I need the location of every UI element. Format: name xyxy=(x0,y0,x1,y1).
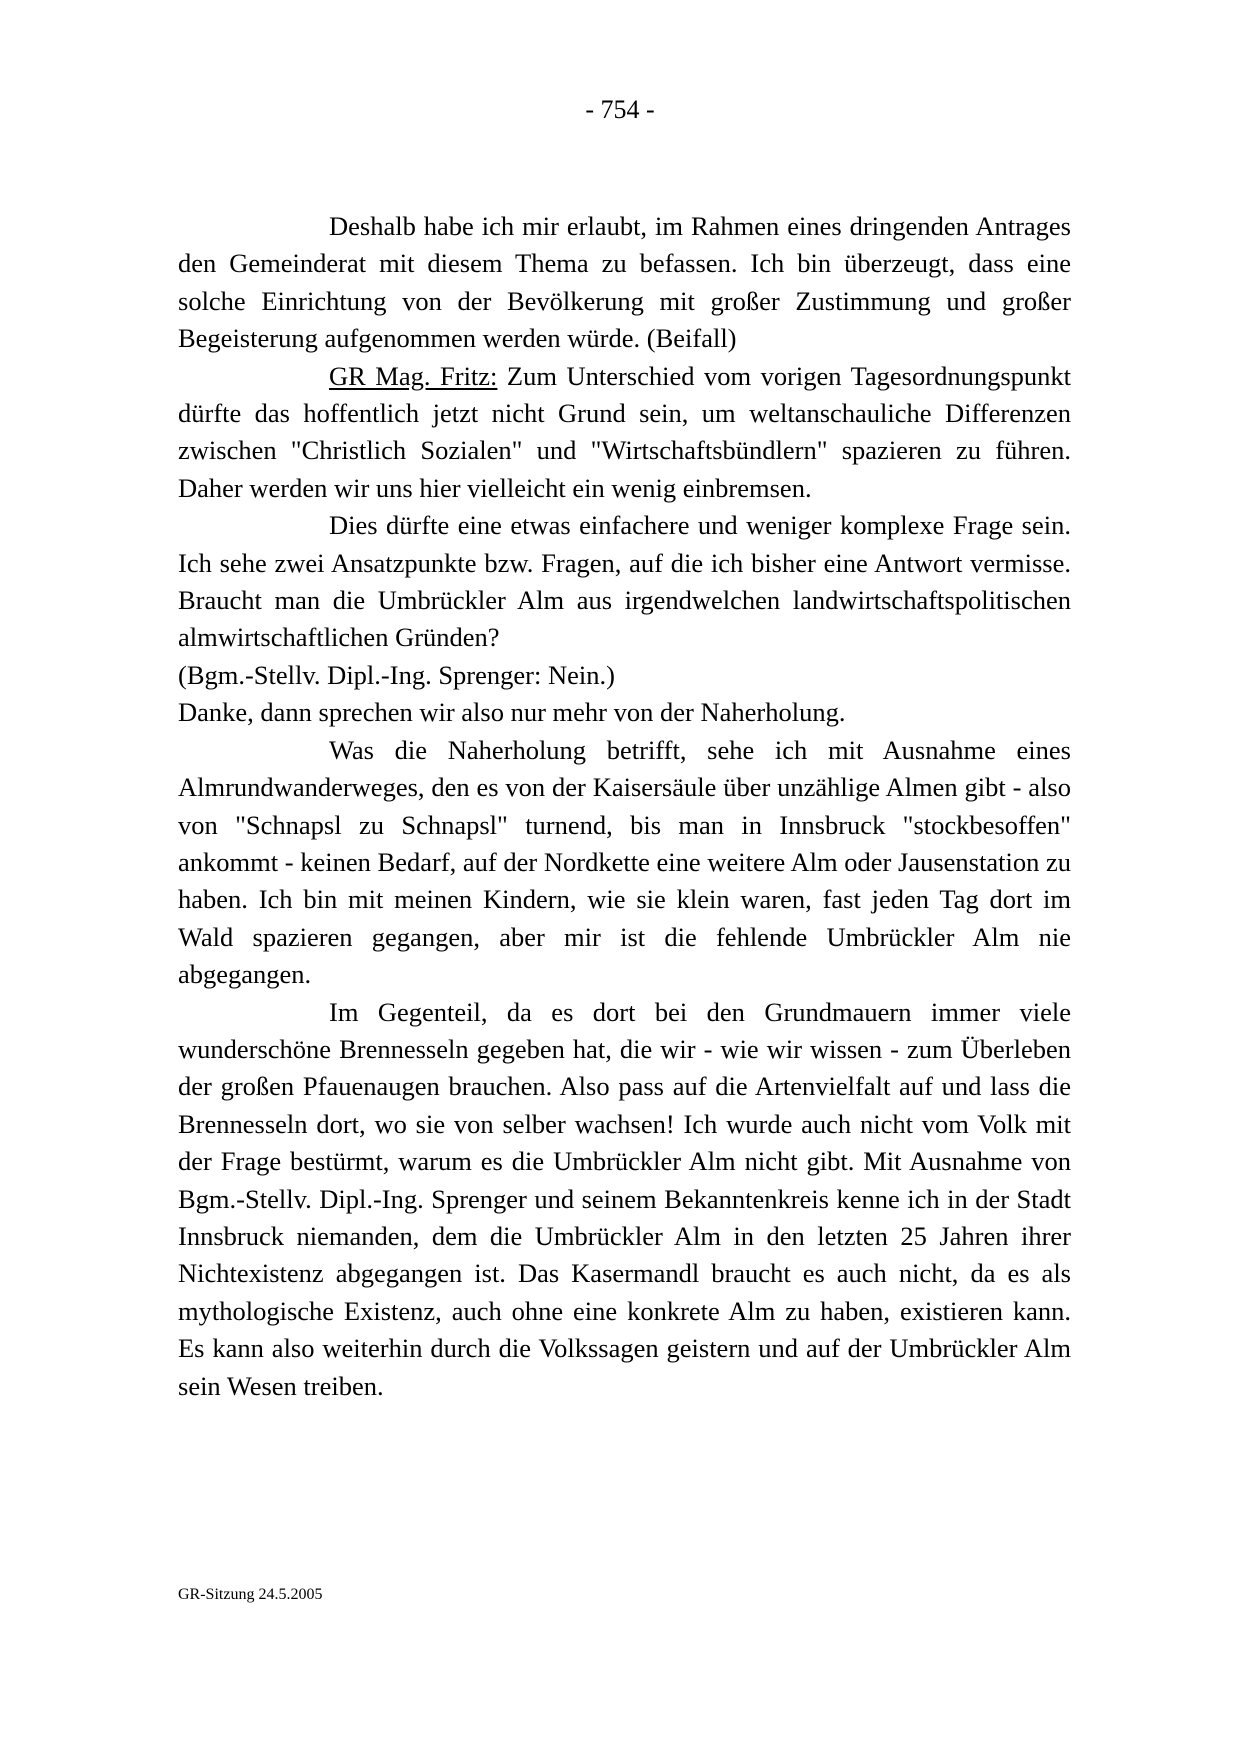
footer-session-date: GR-Sitzung 24.5.2005 xyxy=(178,1586,323,1603)
paragraph-text: Deshalb habe ich mir erlaubt, im Rahmen eines dringenden Antrages den Gemeinderat mit diesem Thema zu befassen. Ich bin überzeugt, dass eine solche Einrichtung von der Bevölkerung mit großer Zustimmung und großer Begeisterung aufgenommen werden würde. (Beifall) xyxy=(178,211,1071,354)
paragraph xyxy=(178,694,1071,731)
paragraph-text: Was die Naherholung betrifft, sehe ich mit Ausnahme eines Almrundwanderweges, den es von der Kaisersäule über unzählige Almen gibt - also von "Schnapsl zu Schnapsl" turnend, bis man in Innsbruck "stockbesoffen" ankommt - keinen Bedarf, auf der Nordkette eine weitere Alm oder Jausenstation zu haben. Ich bin mit meinen Kindern, wie sie klein waren, fast jeden Tag dort im Wald spazieren gegangen, aber mir ist die fehlende Umbrückler Alm nie abgegangen. xyxy=(178,734,1071,990)
page-number: - 754 - xyxy=(585,95,655,124)
paragraph-text: Zum Unterschied vom vorigen Tagesordnungspunkt dürfte das hoffentlich jetzt nicht Grund sein, um weltanschauliche Differenzen zwischen "Christlich Sozialen" und "Wirtschaftsbündlern" spazieren zu führen. Daher werden wir uns hier vielleicht ein wenig einbremsen. xyxy=(178,360,1071,503)
interjection xyxy=(178,657,1071,694)
body-text xyxy=(178,208,1071,1405)
paragraph-text: Im Gegenteil, da es dort bei den Grundmauern immer viele wunderschöne Brennesseln gegeben hat, die wir - wie wir wissen - zum Überleben der großen Pfauenaugen brauchen. Also pass auf die Artenvielfalt auf und lass die Brennesseln dort, wo sie von selber wachsen! Ich wurde auch nicht vom Volk mit der Frage bestürmt, warum es die Umbrückler Alm nicht gibt. Mit Ausnahme von Bgm.-Stellv. Dipl.-Ing. Sprenger und seinem Bekanntenkreis kenne ich in der Stadt Innsbruck niemanden, dem die Umbrückler Alm in den letzten 25 Jahren ihrer Nichtexistenz abgegangen ist. Das Kasermandl braucht es auch nicht, da es als mythologische Existenz, auch ohne eine konkrete Alm zu haben, existieren kann. Es kann also weiterhin durch die Volkssagen geistern und auf der Umbrückler Alm sein Wesen treiben. xyxy=(178,996,1071,1401)
paragraph xyxy=(178,994,1071,1405)
paragraph-text: (Bgm.-Stellv. Dipl.-Ing. Sprenger: Nein.) xyxy=(178,659,615,690)
paragraph xyxy=(178,507,1071,657)
speaker-name: GR Mag. Fritz: xyxy=(329,360,498,391)
paragraph xyxy=(178,208,1071,358)
paragraph xyxy=(178,732,1071,994)
paragraph-text: Danke, dann sprechen wir also nur mehr von der Naherholung. xyxy=(178,697,846,728)
paragraph xyxy=(178,358,1071,508)
paragraph-text: Dies dürfte eine etwas einfachere und weniger komplexe Frage sein. Ich sehe zwei Ansatzpunkte bzw. Fragen, auf die ich bisher eine Antwort vermisse. Braucht man die Umbrückler Alm aus irgendwelchen landwirtschaftspolitischen almwirtschaftlichen Gründen? xyxy=(178,510,1071,653)
